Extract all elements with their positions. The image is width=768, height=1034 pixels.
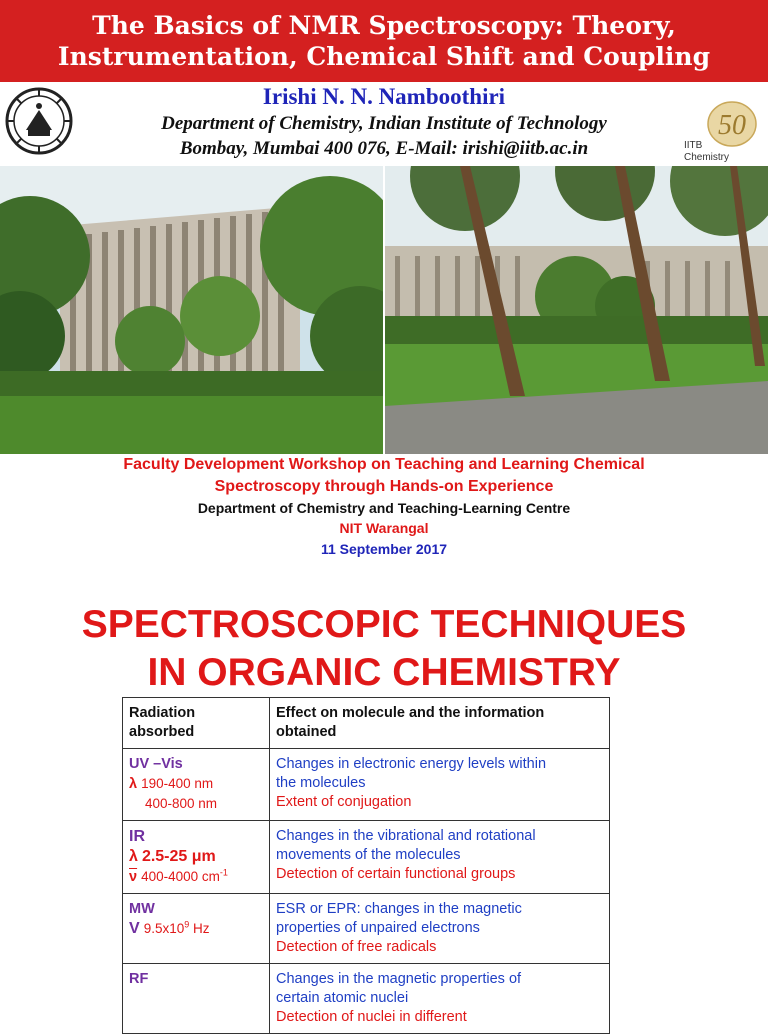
effect-text: properties of unpaired electrons	[276, 920, 480, 936]
table-header-row	[123, 698, 610, 749]
radiation-cell	[123, 821, 270, 894]
effect-text: the molecules	[276, 775, 366, 791]
effect-cell	[270, 894, 610, 964]
effect-text: movements of the molecules	[276, 847, 461, 863]
logo-text-iitb: IITB	[684, 140, 703, 151]
effect-text: Changes in the vibrational and rotational	[276, 828, 536, 844]
effect-cell	[270, 964, 610, 1034]
table-row	[123, 894, 610, 964]
logo-text-chemistry: Chemistry	[684, 152, 730, 163]
title-banner	[0, 0, 768, 84]
table-row	[123, 749, 610, 821]
workshop-title-line-2: Spectroscopy through Hands-on Experience	[214, 478, 554, 495]
radiation-name: RF	[129, 971, 149, 987]
radiation-range: 400-4000 $cm^{-1}$	[141, 867, 228, 884]
effect-text: Changes in electronic energy levels within	[276, 756, 547, 772]
campus-photo-left	[0, 166, 383, 454]
workshop-venue: NIT Warangal	[339, 520, 429, 536]
section-title-line-1: SPECTROSCOPIC TECHNIQUES	[81, 603, 687, 646]
logo-number: 50	[718, 110, 746, 141]
effect-text: ESR or EPR: changes in the magnetic	[276, 901, 522, 917]
workshop-title-line-1: Faculty Development Workshop on Teaching and Learning Chemical	[123, 456, 645, 473]
radiation-range: 2.5-25 μm	[141, 848, 216, 865]
information-text: Detection of free radicals	[276, 939, 437, 955]
radiation-cell	[123, 964, 270, 1034]
table-row	[123, 964, 610, 1034]
column-header-radiation: Radiation absorbed	[123, 698, 270, 749]
department-line-2: Bombay, Mumbai 400 076, E-Mail: irishi@iitb.ac.in	[179, 138, 589, 159]
workshop-organizer: Department of Chemistry and Teaching-Learning Centre	[197, 500, 571, 516]
lambda-symbol: λ	[129, 848, 138, 865]
iitb-chemistry-50-logo-icon	[680, 100, 764, 164]
radiation-name: UV –Vis	[129, 756, 183, 772]
radiation-name: MW	[129, 901, 155, 917]
department-line-1: Department of Chemistry, Indian Institute of Technology	[161, 113, 607, 134]
radiation-cell	[123, 749, 270, 821]
information-text: Extent of conjugation	[276, 794, 412, 810]
effect-text: certain atomic nuclei	[276, 990, 409, 1006]
radiation-name: IR	[129, 828, 145, 845]
lambda-symbol: λ	[129, 776, 138, 792]
effect-cell	[270, 821, 610, 894]
nu-bar-symbol: $\overline{\nu}$	[129, 869, 138, 885]
title-line-2: Instrumentation, Chemical Shift and Coupling	[57, 42, 711, 71]
frequency-symbol: V	[129, 920, 140, 937]
spectroscopy-table	[122, 697, 610, 1034]
information-text: Detection of nuclei in different	[276, 1009, 467, 1025]
column-header-effect: Effect on molecule and the information obtained	[270, 698, 610, 749]
radiation-cell	[123, 894, 270, 964]
section-title-line-2: IN ORGANIC CHEMISTRY	[147, 651, 621, 694]
effect-cell	[270, 749, 610, 821]
radiation-range: 400-800 nm	[145, 796, 218, 811]
campus-photo-right	[385, 166, 768, 454]
workshop-date: 11 September 2017	[320, 541, 448, 557]
information-text: Detection of certain functional groups	[276, 866, 516, 882]
radiation-range: 190-400 nm	[141, 776, 214, 791]
table-row	[123, 821, 610, 894]
author-name: Irishi N. N. Namboothiri	[262, 84, 506, 109]
title-line-1: The Basics of NMR Spectroscopy: Theory,	[92, 11, 676, 40]
radiation-range: $9.5x10^9$ Hz	[143, 919, 210, 936]
author-header	[0, 82, 768, 166]
effect-text: Changes in the magnetic properties of	[276, 971, 522, 987]
